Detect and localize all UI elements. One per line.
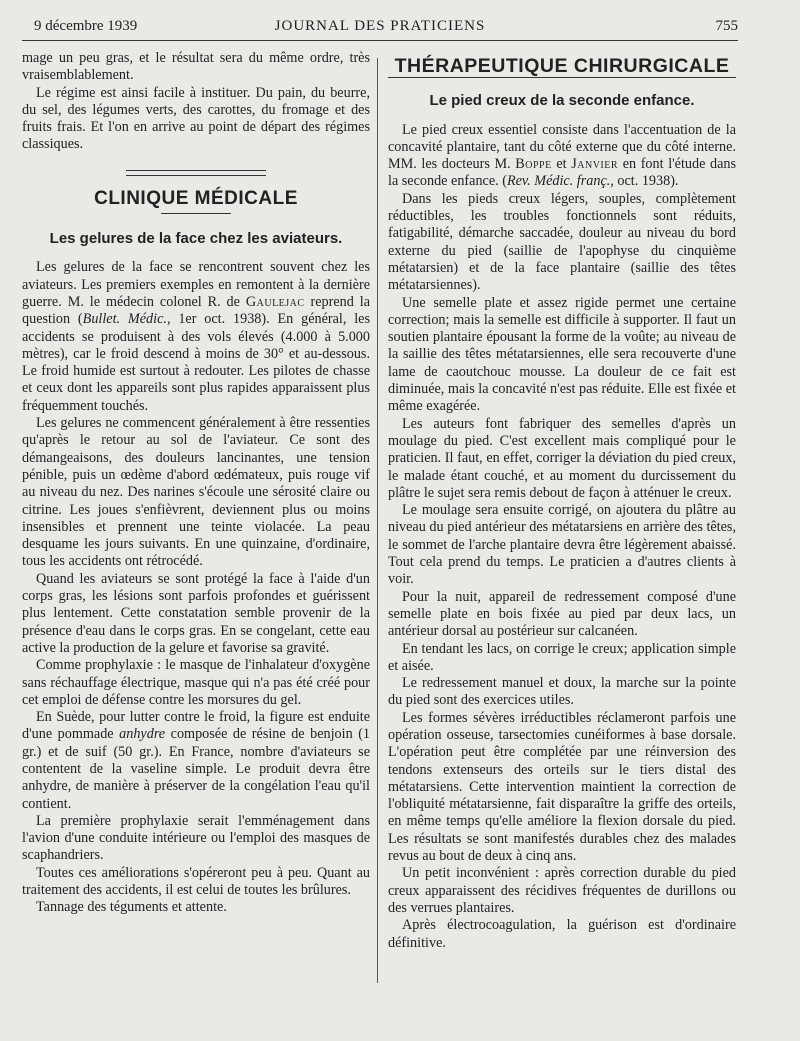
paragraph: Le moulage sera ensuite corrigé, on ajoutera du plâtre au niveau du pied antérieur des métatarsiens en arrière des têtes, le sommet de l'arche plantaire devra être légèrement abaissé. Tout cela prend du temps. Le praticien a d'autres clients à voir.	[388, 502, 736, 588]
paragraph: Quand les aviateurs se sont protégé la face à l'aide d'un corps gras, les lésions sont parfois profondes et guérissent plus lentement. Cette constatation semble provenir de la présence d'eau dans le corps gras. En se congelant, cette eau active la production de la gelure et favorise sa gravité.	[22, 570, 370, 656]
article-title: Le pied creux de la seconde enfance.	[429, 92, 695, 110]
reference: Rev. Médic. franç.	[506, 173, 611, 190]
paragraph: Un petit inconvénient : après correction durable du pied creux apparaissent des récidives fréquentes de durillons ou des verrues plantaires.	[388, 865, 736, 916]
author-name: Boppe	[515, 156, 552, 173]
paragraph: En tendant les lacs, on corrige le creux; application simple et aisée.	[388, 640, 736, 674]
paragraph: Pour la nuit, appareil de redressement composé d'une semelle plate en bois fixée au pied par deux lacs, un antérieur dorsal au postérieur sur calcanéen.	[388, 588, 736, 640]
reference: Bullet. Médic.	[82, 311, 167, 328]
header-date: 9 décembre 1939	[34, 18, 138, 34]
page-header	[22, 14, 738, 41]
section-title: THÉRAPEUTIQUE CHIRURGICALE	[388, 58, 736, 78]
author-name: Gaulejac	[245, 293, 305, 310]
paragraph: Le pied creux essentiel consiste dans l'accentuation de la concavité plantaire, tant du côté externe que du côté interne. MM. les docteurs M. Boppe et Janvier en font l'étude dans la seconde enfance. (Rev. Médic. franç., oct. 1938).	[388, 121, 737, 190]
paragraph: Une semelle plate et assez rigide permet une certaine correction; mais la semelle est difficile à supporter. Il faut un soutien plantaire épousant la forme de la voûte; au niveau de la saillie des têtes métatarsiennes, elle sera recouverte d'une lame de caoutchouc mousse. La douleur de ce fait est diminuée, mais la concavité n'est pas réduite. Elle est fixée et même exagérée.	[388, 294, 736, 415]
paragraph: La première prophylaxie serait l'emménagement dans l'avion d'une conduite intérieure ou l'emploi des masques de scaphandriers.	[22, 812, 370, 864]
paragraph: Dans les pieds creux légers, souples, complètement réductibles, les troubles fonctionnels sont réduits, fatigabilité, démarche saccadée, douleur au niveau du bord externe du pied (saillie de l'apophyse du cinquième métatarsien) et de la face plantaire (saillie des têtes métatarsiennes).	[388, 190, 736, 294]
paragraph: Les auteurs font fabriquer des semelles d'après un moulage du pied. C'est excellent mais compliqué pour le praticien. Il faut, en effet, corriger la déviation du pied creux, le malade étant couché, et au moment du durcissement du plâtre le sujet sera remis debout de façon à atténuer le creux.	[388, 415, 736, 501]
paragraph: Après électrocoagulation, la guérison est d'ordinaire définitive.	[388, 917, 736, 951]
paragraph: En Suède, pour lutter contre le froid, la figure est enduite d'une pommade anhydre composée de résine de benjoin (1 gr.) et de suif (50 gr.). En France, nombre d'aviateurs se contentent de la vaseline simple. Le produit devra être anhydre, de manière à préserver de la congélation l'eau qu'il contient.	[22, 709, 371, 812]
column-divider	[377, 58, 378, 983]
section-title: CLINIQUE MÉDICALE	[94, 187, 298, 209]
page-number: 755	[715, 18, 738, 34]
paragraph: Les formes sévères irréductibles réclameront parfois une opération osseuse, tarsectomies cunéiformes à base dorsale. L'opération peut être complétée par une réinversion des tendons extenseurs des orteils sur le tiers distal des métatarsiens. Cette intervention maintient la correction de l'obliquité métatarsienne, fait disparaître la griffe des orteils, en même temps qu'elle améliore la flexion dorsale du pied. Les résultats se sont manifestés durables chez des malades revus au bout de deux à cinq ans.	[388, 709, 736, 865]
paragraph: Comme prophylaxie : le masque de l'inhalateur d'oxygène sans réchauffage électrique, masque qui n'a pas été créé pour cet emploi de défense contre les morsures du gel.	[22, 657, 370, 708]
paragraph: Les gelures de la face se rencontrent souvent chez les aviateurs. Les premiers exemples en remontent à la dernière guerre. M. le médecin colonel R. de Gaulejac reprend la question (Bullet. Médic., 1er oct. 1938). En général, les accidents se produisent à des vols élevés (4.000 à 5.000 mètres), car le froid descend à moins de 30° et au-dessous. Le froid humide est surtout à redouter. Les pilotes de chasse et ceux dont les appareils sont plus rapides apparaissent plus fréquemment touchés.	[22, 259, 371, 414]
paragraph: Le redressement manuel et doux, la marche sur la pointe du pied sont des exercices utiles.	[388, 675, 736, 709]
paragraph: Le régime est ainsi facile à instituer. Du pain, du beurre, du sel, des légumes verts, des carottes, du fromage et des fruits frais. Et l'on en arrive au point de départ des régimes classiques.	[22, 84, 370, 153]
paragraph: Les gelures ne commencent généralement à être ressenties qu'après le retour au sol de l'aviateur. Ce sont des démangeaisons, des douleurs lancinantes, une tension pénible, puis un œdème d'abord œdémateux, puis rouge vif au niveau du nez. Des narines s'écoule une sérosité claire ou citrine. Les joues s'enfièvrent, deviennent plus ou moins insensibles et prennent une teinte violacée. La peau desquame les jours suivants. En une quinzaine, d'ordinaire, tous les accidents ont rétrocédé.	[22, 415, 370, 570]
paragraph: Toutes ces améliorations s'opéreront peu à peu. Quant au traitement des accidents, il est celui de toutes les brûlures.	[22, 864, 370, 899]
paragraph: Tannage des téguments et attente.	[36, 899, 227, 916]
journal-title: JOURNAL DES PRATICIENS	[274, 18, 486, 34]
author-name: Janvier	[571, 156, 619, 173]
title-rule	[161, 213, 231, 214]
article-title: Les gelures de la face chez les aviateurs.	[49, 230, 343, 248]
left-column	[22, 50, 370, 917]
section-separator	[126, 170, 266, 176]
right-column	[388, 55, 737, 952]
paragraph: mage un peu gras, et le résultat sera du même ordre, très vraisemblablement.	[22, 50, 370, 84]
emphasis: anhydre	[119, 726, 166, 743]
